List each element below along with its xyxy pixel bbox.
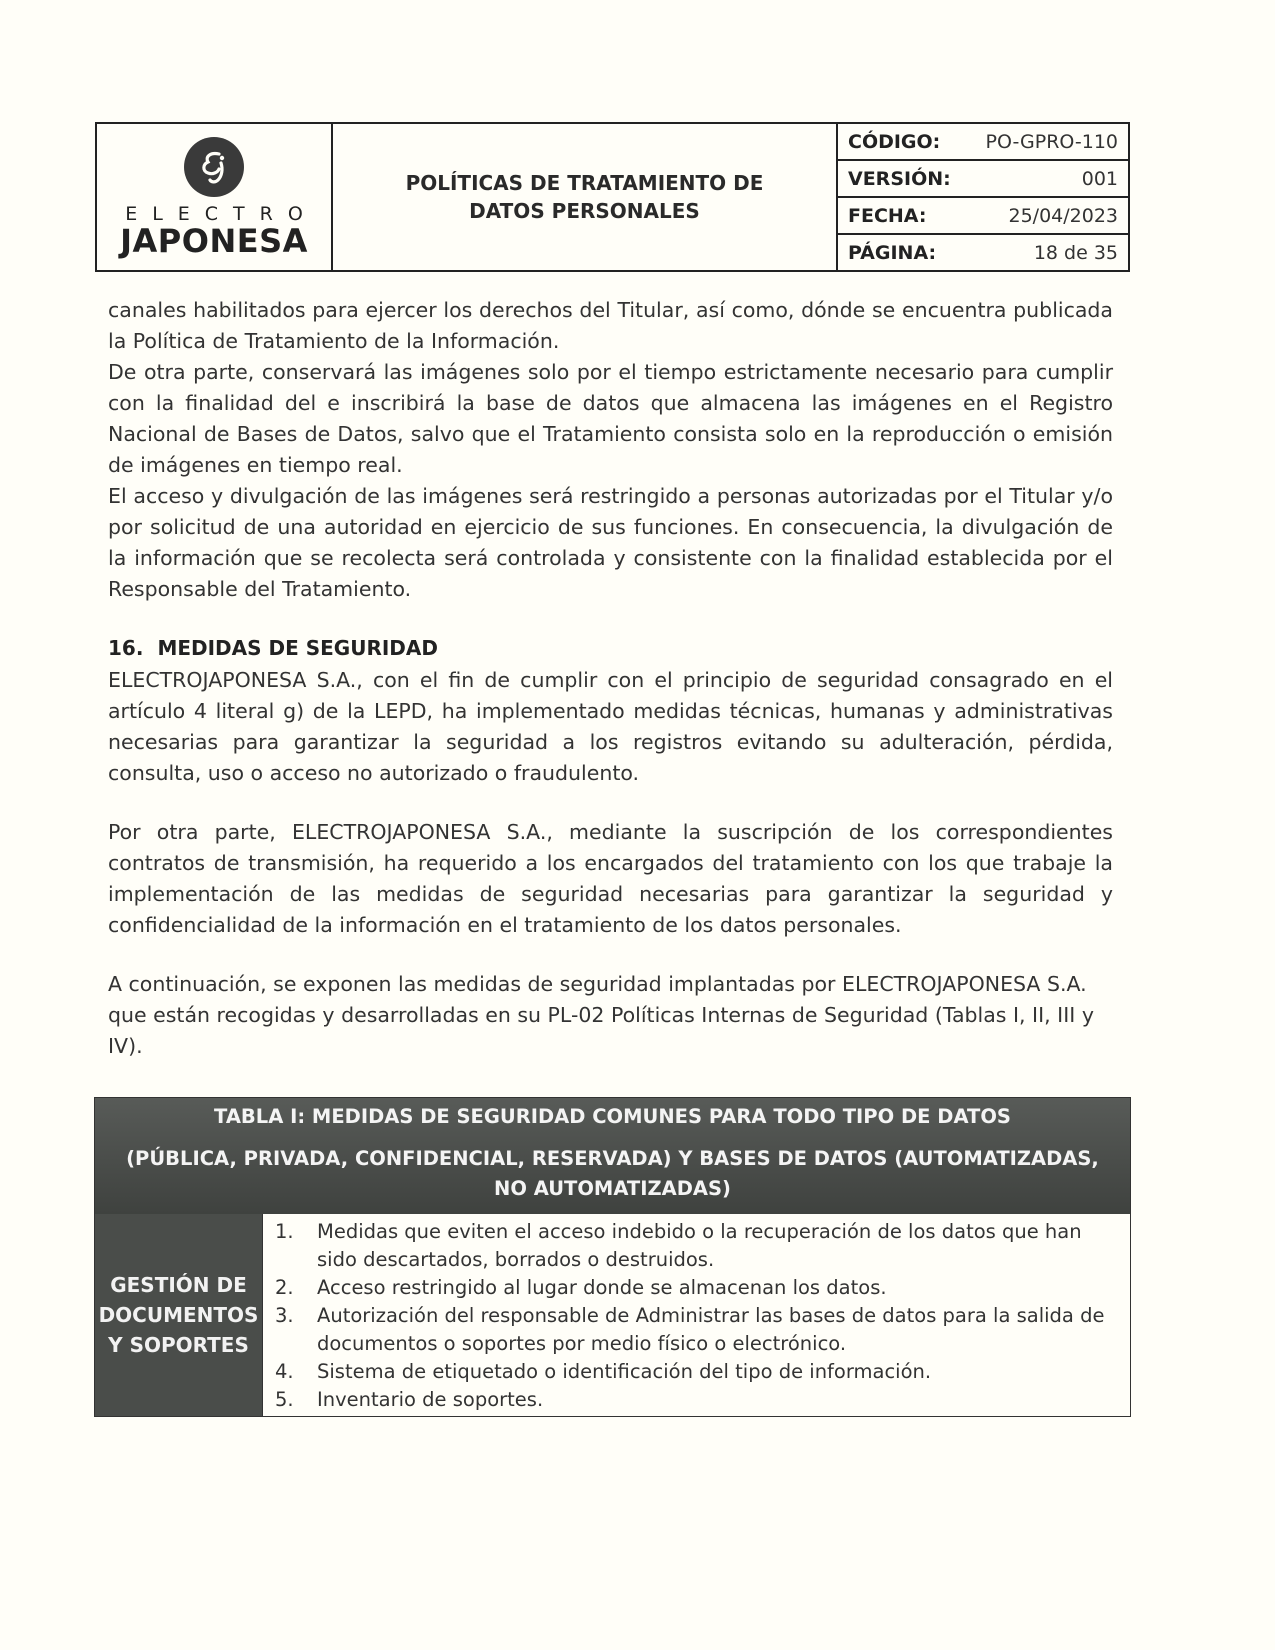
- item-text: Sistema de etiquetado o identificación del tipo de información.: [317, 1360, 932, 1383]
- table-header: [95, 1098, 1130, 1214]
- list-item: [273, 1358, 1120, 1386]
- meta-value: 001: [1081, 167, 1118, 190]
- item-text: Acceso restringido al lugar donde se almacenan los datos.: [317, 1276, 887, 1299]
- section-number: 16.: [108, 636, 144, 660]
- document-header: [95, 122, 1130, 272]
- meta-row-date: [838, 198, 1128, 235]
- meta-row-page: [838, 235, 1128, 270]
- company-logo: [97, 124, 333, 270]
- item-text: Autorización del responsable de Administrar las bases de datos para la salida de documentos o soportes por medio físico o electrónico.: [317, 1304, 1105, 1355]
- document-title-cell: [333, 124, 838, 270]
- section-title: MEDIDAS DE SEGURIDAD: [157, 636, 438, 660]
- paragraph: Por otra parte, ELECTROJAPONESA S.A., mediante la suscripción de los correspondientes contratos de transmisión, ha requerido a los encargados del tratamiento con los que trabaje la implementación de las medidas de seguridad necesarias para garantizar la seguridad y confidencialidad de la información en el tratamiento de los datos personales.: [108, 820, 1113, 937]
- meta-row-version: [838, 161, 1128, 198]
- logo-text-japonesa: JAPONESA: [120, 222, 308, 260]
- body-text-block: [108, 295, 1113, 605]
- item-number: 4.: [275, 1360, 294, 1383]
- item-number: 1.: [275, 1220, 294, 1243]
- row-category-label: [95, 1214, 263, 1416]
- row-label-line: GESTIÓN DE: [110, 1273, 247, 1297]
- security-measures-table: [94, 1097, 1131, 1417]
- row-label-line: DOCUMENTOS: [98, 1303, 259, 1327]
- document-metadata: [838, 124, 1128, 270]
- logo-emblem-icon: [184, 137, 244, 197]
- section-heading: [108, 636, 438, 660]
- meta-value: 25/04/2023: [1008, 204, 1118, 227]
- item-number: 2.: [275, 1276, 294, 1299]
- section-paragraph-3: [108, 969, 1113, 1062]
- meta-value: PO-GPRO-110: [985, 130, 1118, 153]
- meta-label: VERSIÓN:: [848, 167, 951, 190]
- meta-value: 18 de 35: [1033, 241, 1118, 264]
- meta-label: CÓDIGO:: [848, 130, 941, 153]
- meta-row-code: [838, 124, 1128, 161]
- section-paragraph-1: [108, 665, 1113, 789]
- table-row: [95, 1214, 1130, 1416]
- document-title: POLÍTICAS DE TRATAMIENTO DE DATOS PERSONALES: [405, 171, 764, 223]
- item-text: Medidas que eviten el acceso indebido o la recuperación de los datos que han sido descartados, borrados o destruidos.: [317, 1220, 1082, 1271]
- list-item: [273, 1218, 1120, 1274]
- table-title: TABLA I: MEDIDAS DE SEGURIDAD COMUNES PARA TODO TIPO DE DATOS: [214, 1105, 1011, 1128]
- logo-text-electro: ELECTRO: [125, 203, 318, 225]
- paragraph: A continuación, se exponen las medidas de seguridad implantadas por ELECTROJAPONESA S.A. que están recogidas y desarrolladas en su PL-02 Políticas Internas de Seguridad (Tablas I, II, III y IV).: [108, 972, 1094, 1058]
- item-number: 5.: [275, 1388, 294, 1411]
- row-label-line: Y SOPORTES: [108, 1333, 249, 1357]
- meta-label: PÁGINA:: [848, 241, 937, 264]
- measures-list: [263, 1214, 1130, 1416]
- list-item: [273, 1302, 1120, 1358]
- item-number: 3.: [275, 1304, 294, 1327]
- section-paragraph-2: [108, 817, 1113, 941]
- paragraph: canales habilitados para ejercer los derechos del Titular, así como, dónde se encuentra publicada la Política de Tratamiento de la Información.: [108, 298, 1113, 353]
- paragraph: ELECTROJAPONESA S.A., con el fin de cumplir con el principio de seguridad consagrado en el artículo 4 literal g) de la LEPD, ha implementado medidas técnicas, humanas y administrativas necesarias para garantizar la seguridad a los registros evitando su adulteración, pérdida, consulta, uso o acceso no autorizado o fraudulento.: [108, 668, 1113, 785]
- table-subtitle: (PÚBLICA, PRIVADA, CONFIDENCIAL, RESERVADA) Y BASES DE DATOS (AUTOMATIZADAS, NO AUTOMATIZADAS): [126, 1147, 1099, 1200]
- list-item: [273, 1274, 1120, 1302]
- meta-label: FECHA:: [848, 204, 927, 227]
- item-text: Inventario de soportes.: [317, 1388, 544, 1411]
- list-item: [273, 1386, 1120, 1414]
- paragraph: El acceso y divulgación de las imágenes será restringido a personas autorizadas por el Titular y/o por solicitud de una autoridad en ejercicio de sus funciones. En consecuencia, la divulgación de la información que se recolecta será controlada y consistente con la finalidad establecida por el Responsable del Tratamiento.: [108, 484, 1113, 601]
- paragraph: De otra parte, conservará las imágenes solo por el tiempo estrictamente necesario para cumplir con la finalidad del e inscribirá la base de datos que almacena las imágenes en el Registro Nacional de Bases de Datos, salvo que el Tratamiento consista solo en la reproducción o emisión de imágenes en tiempo real.: [108, 360, 1113, 477]
